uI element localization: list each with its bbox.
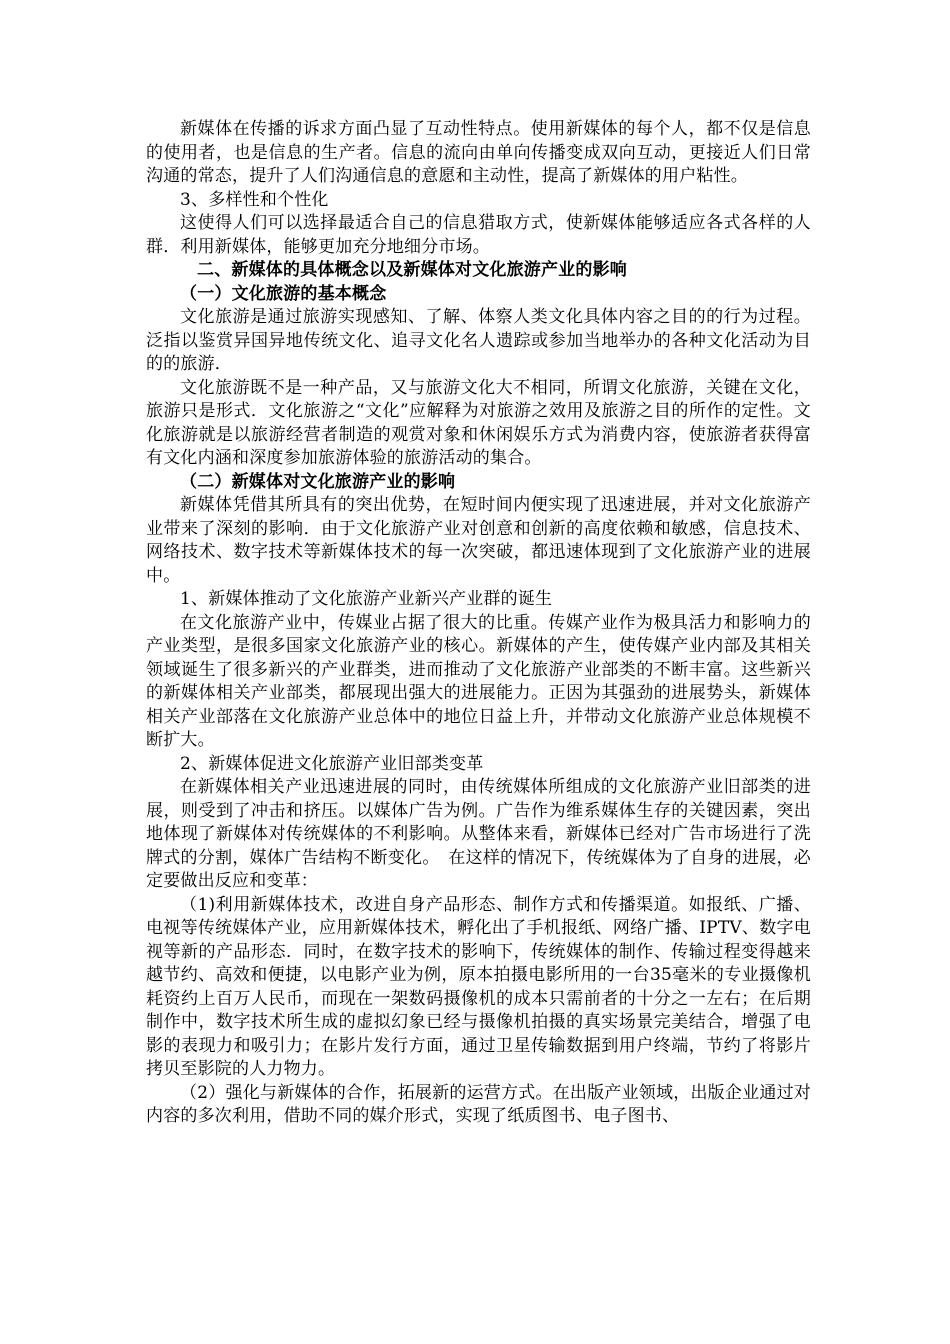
paragraph-cultural-tourism-nature: 文化旅游既不是一种产品，又与旅游文化大不相同，所谓文化旅游，关键在文化，旅游只是形式．文化旅游之“文化”应解释为对旅游之效用及旅游之目的所作的定性。文化旅游就是以旅游经营者制造的观赏对象和休闲娱乐方式为消费内容，使旅游者获得富有文化内涵和深度参加旅游体验的旅游活动的集合。 bbox=[146, 377, 811, 468]
paragraph-diversity: 这使得人们可以选择最适合自己的信息猎取方式，使新媒体能够适应各式各样的人群．利用新媒体，能够更加充分地细分市场。 bbox=[146, 213, 811, 257]
subsection-heading-1: （一）文化旅游的基本概念 bbox=[180, 283, 387, 304]
paragraph-cultural-tourism-definition: 文化旅游是通过旅游实现感知、了解、体察人类文化具体内容之目的的行为过程。泛指以鉴赏异国异地传统文化、追寻文化名人遗踪或参加当地举办的各种文化活动为目的的旅游． bbox=[146, 307, 811, 374]
paragraph-reform-point-1: （1)利用新媒体技术，改进自身产品形态、制作方式和传播渠道。如报纸、广播、电视等传统媒体产业，应用新媒体技术，孵化出了手机报纸、网络广播、IPTV、数字电视等新的产品形态．同时，在数字技术的影响下，传统媒体的制作、传输过程变得越来越节约、高效和便捷，以电影产业为例，原本拍摄电影所用的一台35毫米的专业摄像机耗资约上百万人民币，而现在一架数码摄像机的成本只需前者的十分之一左右；在后期制作中，数字技术所生成的虚拟幻象已经与摄像机拍摄的真实场景完美结合，增强了电影的表现力和吸引力；在影片发行方面，通过卫星传输数据到用户终端，节约了将影片拷贝至影院的人力物力。 bbox=[146, 894, 811, 1079]
paragraph-industry-reform: 在新媒体相关产业迅速进展的同时，由传统媒体所组成的文化旅游产业旧部类的进展，则受到了冲击和挤压。以媒体广告为例。广告作为维系媒体生存的关键因素，突出地体现了新媒体对传统媒体的不利影响。从整体来看，新媒体已经对广告市场进行了洗牌式的分割，媒体广告结构不断变化。 在这样的情况下，传统媒体为了自身的进展，必定要做出反应和变革： bbox=[146, 777, 811, 891]
subsection-heading-2: （二）新媒体对文化旅游产业的影响 bbox=[180, 471, 456, 492]
document-page bbox=[146, 118, 811, 1129]
section-heading-2: 二、新媒体的具体概念以及新媒体对文化旅游产业的影响 bbox=[197, 260, 627, 280]
list-item-industry-birth: 1、新媒体推动了文化旅游产业新兴产业群的诞生 bbox=[180, 589, 553, 609]
paragraph-industry-birth: 在文化旅游产业中，传媒业占据了很大的比重。传媒产业作为极具活力和影响力的产业类型，是很多国家文化旅游产业的核心。新媒体的产生，使传媒产业内部及其相关领域诞生了很多新兴的产业群类，进而推动了文化旅游产业部类的不断丰富。这些新兴的新媒体相关产业部类，都展现出强大的进展能力。正因为其强劲的进展势头，新媒体相关产业部落在文化旅游产业总体中的地位日益上升，并带动文化旅游产业总体规模不断扩大。 bbox=[146, 612, 811, 750]
paragraph-reform-point-2: （2）强化与新媒体的合作，拓展新的运营方式。在出版产业领域，出版企业通过对内容的多次利用，借助不同的媒介形式，实现了纸质图书、电子图书、 bbox=[146, 1082, 811, 1126]
paragraph-new-media-impact: 新媒体凭借其所具有的突出优势，在短时间内便实现了迅速进展，并对文化旅游产业带来了深刻的影响．由于文化旅游产业对创意和创新的高度依赖和敏感，信息技术、网络技术、数字技术等新媒体技术的每一次突破，都迅速体现到了文化旅游产业的进展中。 bbox=[146, 495, 811, 586]
list-item-diversity: 3、多样性和个性化 bbox=[180, 189, 329, 210]
paragraph-interactivity: 新媒体在传播的诉求方面凸显了互动性特点。使用新媒体的每个人，都不仅是信息的使用者，也是信息的生产者。信息的流向由单向传播变成双向互动，更接近人们日常沟通的常态，提升了人们沟通信息的意愿和主动性，提高了新媒体的用户粘性。 bbox=[146, 119, 811, 186]
list-item-industry-reform: 2、新媒体促进文化旅游产业旧部类变革 bbox=[180, 753, 484, 774]
